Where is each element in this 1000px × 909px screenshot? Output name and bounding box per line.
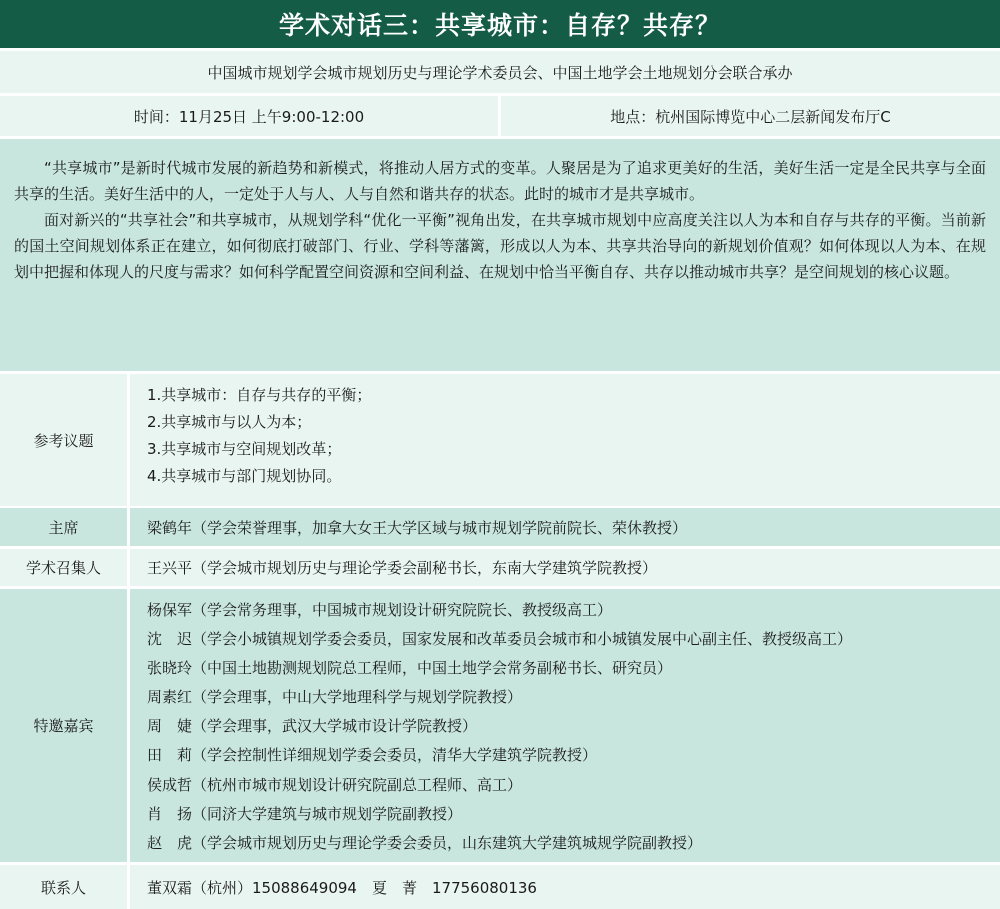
topics-label: 参考议题 <box>0 374 127 506</box>
guest-name: 张晓玲 <box>147 659 193 678</box>
guest-name: 周素红 <box>147 688 193 707</box>
guest-name: 田 莉 <box>147 746 193 765</box>
guests-list <box>130 589 1000 862</box>
guest-desc: （学会控制性详细规划学委会委员，清华大学建筑学院教授） <box>192 746 598 765</box>
guest-desc: （学会理事，武汉大学城市设计学院教授） <box>192 717 478 736</box>
guest-desc: （杭州市城市规划设计研究院副总工程师、高工） <box>192 775 523 794</box>
guests-row <box>0 589 1000 862</box>
chair-text: 梁鹤年（学会荣誉理事，加拿大女王大学区域与城市规划学院前院长、荣休教授） <box>130 508 1000 546</box>
convener-label: 学术召集人 <box>0 549 127 586</box>
guest-name: 赵 虎 <box>147 833 193 852</box>
guest-item <box>147 829 1000 858</box>
guest-desc: （中国土地勘测规划院总工程师，中国土地学会常务副秘书长、研究员） <box>192 659 673 678</box>
topics-row <box>0 374 1000 506</box>
intro-section <box>0 139 1000 371</box>
guest-desc: （学会常务理事，中国城市规划设计研究院院长、教授级高工） <box>192 601 613 619</box>
guest-item <box>147 771 1000 800</box>
chair-row <box>0 508 1000 546</box>
guest-name: 侯成哲 <box>147 775 193 794</box>
guest-desc: （学会小城镇规划学委会委员，国家发展和改革委员会城市和小城镇发展中心副主任、教授级高工） <box>192 630 853 649</box>
guest-name: 周 婕 <box>147 717 193 736</box>
guest-name: 沈 迟 <box>147 630 193 649</box>
time-place-row <box>0 96 1000 136</box>
guest-item <box>147 596 1000 625</box>
guest-item <box>147 712 1000 741</box>
convener-text: 王兴平（学会城市规划历史与理论学委会副秘书长，东南大学建筑学院教授） <box>130 549 1000 586</box>
guest-item <box>147 800 1000 829</box>
chair-label: 主席 <box>0 508 127 546</box>
guest-item <box>147 625 1000 654</box>
guest-item <box>147 741 1000 770</box>
organizer-line: 中国城市规划学会城市规划历史与理论学术委员会、中国土地学会土地规划分会联合承办 <box>0 51 1000 93</box>
topic-item: 3.共享城市与空间规划改革； <box>147 440 342 458</box>
guest-item <box>147 683 1000 712</box>
guest-name: 杨保军 <box>147 601 193 619</box>
convener-row <box>0 549 1000 586</box>
contact-row <box>0 865 1000 909</box>
guest-desc: （学会理事，中山大学地理科学与规划学院教授） <box>192 688 523 707</box>
contact-text: 董双霜（杭州）15088649094 夏 菁 17756080136 <box>130 865 1000 909</box>
topics-list <box>130 374 1000 506</box>
event-place: 地点：杭州国际博览中心二层新闻发布厅C <box>501 96 1000 136</box>
topic-item: 1.共享城市：自存与共存的平衡； <box>147 386 372 404</box>
guest-item <box>147 654 1000 683</box>
contact-label: 联系人 <box>0 865 127 909</box>
guest-desc: （同济大学建筑与城市规划学院副教授） <box>192 804 463 823</box>
event-time: 时间：11月25日 上午9:00-12:00 <box>0 96 498 136</box>
guests-label: 特邀嘉宾 <box>0 589 127 862</box>
intro-paragraph: 面对新兴的“共享社会”和共享城市，从规划学科“优化一平衡”视角出发，在共享城市规划中应高度关注以人为本和自存与共存的平衡。当前新的国土空间规划体系正在建立，如何彻底打破部门、行业、学科等藩篱，形成以人为本、共享共治导向的新规划价值观？如何体现以人为本、在规划中把握和体现人的尺度与需求？如何科学配置空间资源和空间利益、在规划中恰当平衡自存、共存以推动城市共享？是空间规划的核心议题。 <box>14 211 986 281</box>
page-title: 学术对话三：共享城市：自存？共存？ <box>0 0 1000 48</box>
intro-paragraph: “共享城市”是新时代城市发展的新趋势和新模式，将推动人居方式的变革。人聚居是为了追求更美好的生活，美好生活一定是全民共享与全面共享的生活。美好生活中的人，一定处于人与人、人与自然和谐共存的状态。此时的城市才是共享城市。 <box>14 159 986 203</box>
topic-item: 2.共享城市与以人为本； <box>147 413 312 431</box>
guest-desc: （学会城市规划历史与理论学委会委员，山东建筑大学建筑城规学院副教授） <box>192 833 703 852</box>
topic-item: 4.共享城市与部门规划协同。 <box>147 467 342 485</box>
guest-name: 肖 扬 <box>147 804 193 823</box>
